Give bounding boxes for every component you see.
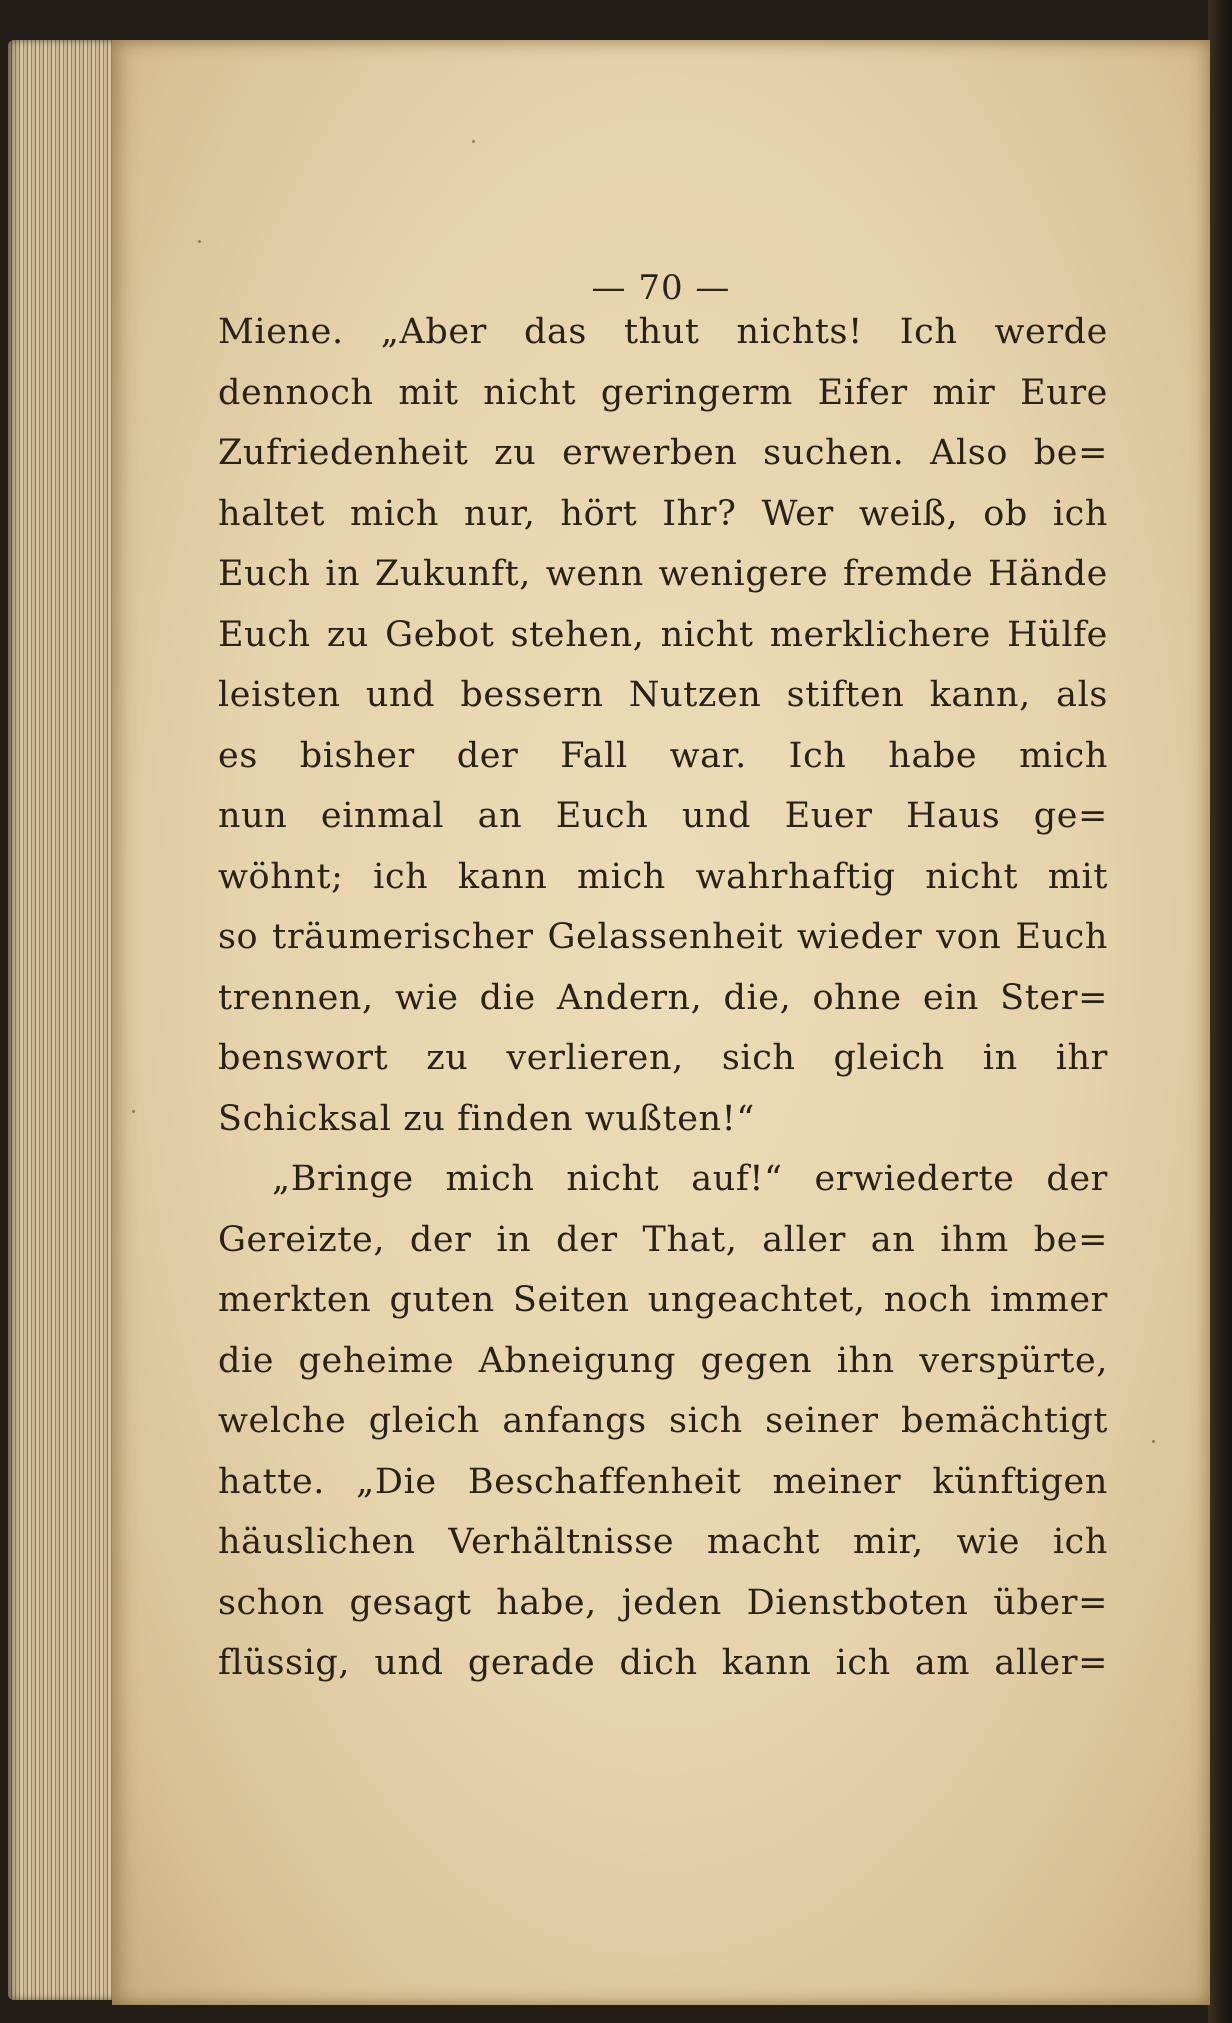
text-line: hatte. „Die Beschaffenheit meiner künftigen [218, 1461, 1108, 1502]
page-number: — 70 — [591, 268, 731, 308]
text-line: trennen, wie die Andern, die, ohne ein Ster= [218, 977, 1108, 1018]
text-line: nun einmal an Euch und Euer Haus ge= [218, 796, 1108, 836]
paper-speck [472, 140, 475, 143]
text-line: Zufriedenheit zu erwerben suchen. Also be= [218, 433, 1108, 473]
text-line: Euch zu Gebot stehen, nicht merklichere Hülfe [218, 614, 1108, 655]
text-line: haltet mich nur, hört Ihr? Wer weiß, ob ich [218, 493, 1108, 534]
page-edges [8, 40, 128, 2000]
paragraph-first-line: „Bringe mich nicht auf!“ erwiederte der [272, 1159, 1108, 1199]
text-line: Euch in Zukunft, wenn wenigere fremde Hände [218, 554, 1108, 594]
text-line: dennoch mit nicht geringerm Eifer mir Eure [218, 372, 1108, 413]
text-line: merkten guten Seiten ungeachtet, noch immer [218, 1280, 1108, 1320]
text-line: benswort zu verlieren, sich gleich in ihr [218, 1038, 1108, 1078]
text-line: wöhnt; ich kann mich wahrhaftig nicht mit [218, 856, 1108, 897]
text-line: Gereizte, der in der That, aller an ihm be= [218, 1219, 1108, 1260]
text-line: leisten und bessern Nutzen stiften kann, als [218, 675, 1108, 715]
text-line: so träumerischer Gelassenheit wieder von Euch [218, 917, 1108, 957]
text-line: häuslichen Verhältnisse macht mir, wie ich [218, 1522, 1108, 1562]
text-line: es bisher der Fall war. Ich habe mich [218, 735, 1108, 776]
text-line: Schicksal zu finden wußten!“ [218, 1098, 755, 1139]
text-line: Miene. „Aber das thut nichts! Ich werde [218, 312, 1108, 352]
paper-speck [198, 240, 201, 243]
body-text [218, 302, 1108, 1694]
text-line: welche gleich anfangs sich seiner bemächtigt [218, 1401, 1108, 1441]
text-line: die geheime Abneigung gegen ihn verspürte, [218, 1340, 1108, 1381]
binding-edge [1208, 0, 1232, 2023]
paper-speck [1152, 1440, 1155, 1443]
text-line: schon gesagt habe, jeden Dienstboten über= [218, 1582, 1108, 1623]
text-line: flüssig, und gerade dich kann ich am aller= [218, 1643, 1108, 1683]
paper-speck [132, 1110, 135, 1113]
